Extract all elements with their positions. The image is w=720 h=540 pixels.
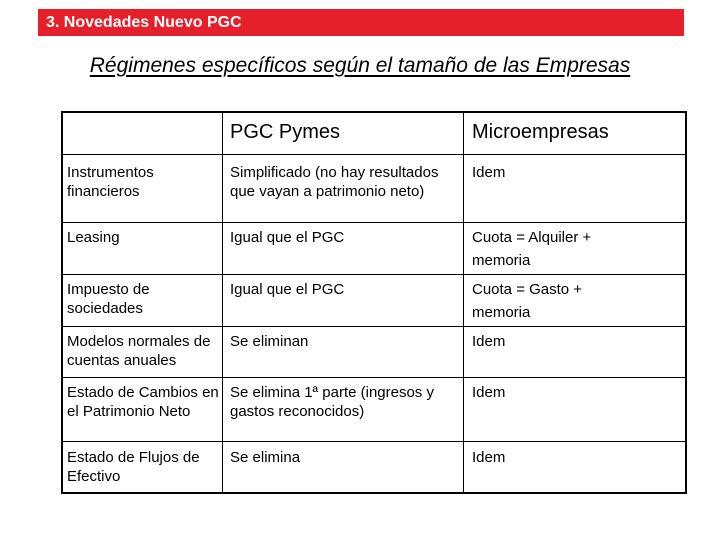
cell-micro-instrumentos: Idem [472, 164, 506, 181]
row-divider [61, 326, 687, 327]
row-divider [61, 154, 687, 155]
column-divider [463, 111, 464, 494]
cell-pymes-leasing: Igual que el PGC [230, 229, 345, 246]
cell-pymes-impuesto: Igual que el PGC [230, 281, 345, 298]
row-divider [61, 222, 687, 223]
row-label-leasing: Leasing [67, 229, 120, 246]
table-border-bottom [61, 492, 687, 494]
cell-pymes-estado-flujos: Se elimina [230, 449, 301, 466]
column-header-microempresas: Microempresas [472, 121, 609, 143]
table-border-left [61, 111, 63, 494]
cell-pymes-instrumentos: Simplificado (no hay resultados que vayan a patrimonio neto) [230, 164, 439, 200]
row-label-impuesto-sociedades: Impuesto de sociedades [67, 281, 150, 317]
table-border-top [61, 111, 687, 113]
row-label-estado-flujos: Estado de Flujos de Efectivo [67, 449, 200, 485]
cell-micro-leasing: Cuota = Alquiler + memoria [472, 229, 592, 269]
row-divider [61, 274, 687, 275]
table-border-right [685, 111, 687, 494]
column-divider [222, 111, 223, 494]
row-label-modelos-normales: Modelos normales de cuentas anuales [67, 333, 211, 369]
cell-micro-modelos: Idem [472, 333, 506, 350]
cell-micro-estado-flujos: Idem [472, 449, 506, 466]
cell-pymes-estado-cambios: Se elimina 1ª parte (ingresos y gastos reconocidos) [230, 384, 434, 420]
row-label-estado-cambios: Estado de Cambios en el Patrimonio Neto [67, 384, 219, 420]
cell-pymes-modelos: Se eliminan [230, 333, 309, 350]
row-label-instrumentos-financieros: Instrumentos financieros [67, 164, 154, 200]
row-divider [61, 377, 687, 378]
cell-micro-impuesto: Cuota = Gasto + memoria [472, 281, 583, 321]
section-banner: 3. Novedades Nuevo PGC [38, 9, 684, 36]
slide-title: Régimenes específicos según el tamaño de las Empresas [89, 54, 631, 77]
row-divider [61, 441, 687, 442]
column-header-pgc-pymes: PGC Pymes [230, 121, 341, 143]
cell-micro-estado-cambios: Idem [472, 384, 506, 401]
